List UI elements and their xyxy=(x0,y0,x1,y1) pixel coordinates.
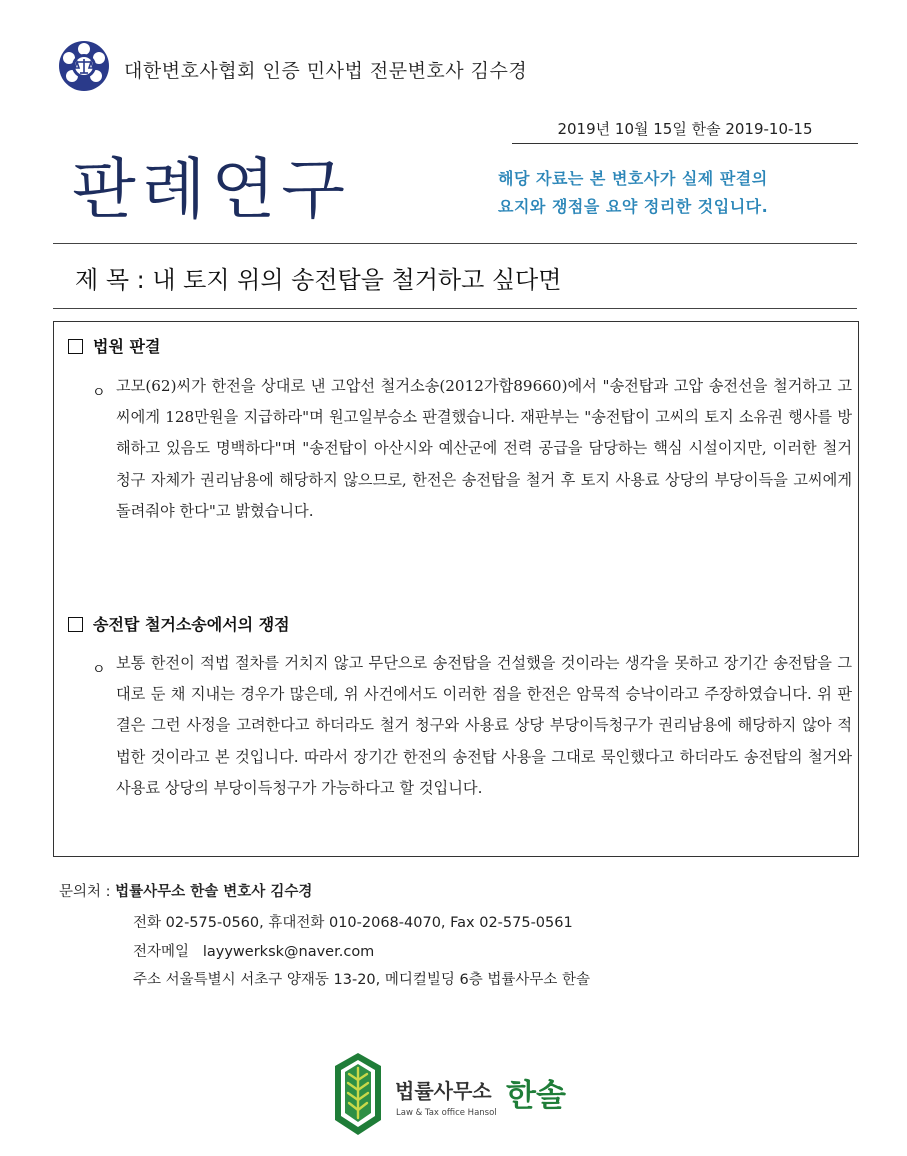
email-address[interactable]: layywerksk@naver.com xyxy=(202,944,375,960)
hansol-leaf-logo-icon xyxy=(333,1052,383,1136)
notice-line-2: 요지와 쟁점을 요약 정리한 것입니다. xyxy=(498,197,769,216)
contact-label: 문의처 : xyxy=(59,884,116,900)
bar-association-seal-icon xyxy=(58,40,110,92)
checkbox-square-icon xyxy=(68,617,83,632)
section-paragraph: 보통 한전이 적법 절차를 거치지 않고 무단으로 송전탑을 건설했을 것이라는 생각을 못하고 장기간 송전탑을 그대로 둔 채 지내는 경우가 많은데, 위 사건에서도 이러한 점을 한전은 암묵적 승낙이라고 주장하였습니다. 위 판결은 그런 사정을 고려한다고 하더라도 철거 청구와 사용료 상당 부당이득청구가 권리남용에 해당하지 않아 적법한 것이라고 본 것입니다. 따라서 장기간 한전의 송전탑 사용을 그대로 묵인했다고 하더라도 송전탑의 철거와 사용료 상당의 부당이득청구가 가능하다고 할 것입니다. xyxy=(116,654,852,797)
notice-line-1: 해당 자료는 본 변호사가 실제 판결의 xyxy=(498,169,768,188)
section-heading-text: 법원 판결 xyxy=(93,337,161,356)
dateline: 2019년 10월 15일 한솔 2019-10-15 xyxy=(512,118,858,144)
section-heading-text: 송전탑 철거소송에서의 쟁점 xyxy=(93,615,290,634)
contact-name: 법률사무소 한솔 변호사 김수경 xyxy=(115,884,313,900)
document-title: 판례연구 xyxy=(72,151,352,228)
subject-line: 제 목 : 내 토지 위의 송전탑을 철거하고 싶다면 xyxy=(75,266,562,294)
section-heading-court-ruling xyxy=(68,334,160,357)
logo-firm-name: 법률사무소 xyxy=(395,1079,492,1103)
email-label: 전자메일 xyxy=(133,944,190,960)
logo-english-name: Law & Tax office Hansol xyxy=(396,1108,497,1118)
bullet-icon: ㅇ xyxy=(92,385,106,401)
divider xyxy=(53,243,857,244)
section-heading-issues xyxy=(68,612,290,635)
logo-brand-name: 한솔 xyxy=(506,1078,566,1114)
contact-phones: 전화 02-575-0560, 휴대전화 010-2068-4070, Fax 02-575-0561 xyxy=(133,915,573,931)
organization-line: 대한변호사협회 인증 민사법 전문변호사 김수경 xyxy=(124,60,528,82)
checkbox-square-icon xyxy=(68,339,83,354)
divider xyxy=(53,308,857,309)
bullet-icon: ㅇ xyxy=(92,662,106,678)
contact-email-row xyxy=(133,940,374,961)
contact-address: 주소 서울특별시 서초구 양재동 13-20, 메디컬빌딩 6층 법률사무소 한솔 xyxy=(133,972,591,988)
section-paragraph: 고모(62)씨가 한전을 상대로 낸 고압선 철거소송(2012가합89660)에서 "송전탑과 고압 송전선을 철거하고 고씨에게 128만원을 지급하라"며 원고일부승소 판결했습니다. 재판부는 "송전탑이 고씨의 토지 소유권 행사를 방해하고 있음도 명백하다"며 "송전탑이 아산시와 예산군에 전력 공급을 담당하는 핵심 시설이지만, 이러한 철거 청구 자체가 권리남용에 해당하지 않으므로, 한전은 송전탑을 철거 후 토지 사용료 상당의 부당이득을 고씨에게 돌려줘야 한다"고 밝혔습니다. xyxy=(116,377,852,520)
contact-heading xyxy=(59,880,312,901)
